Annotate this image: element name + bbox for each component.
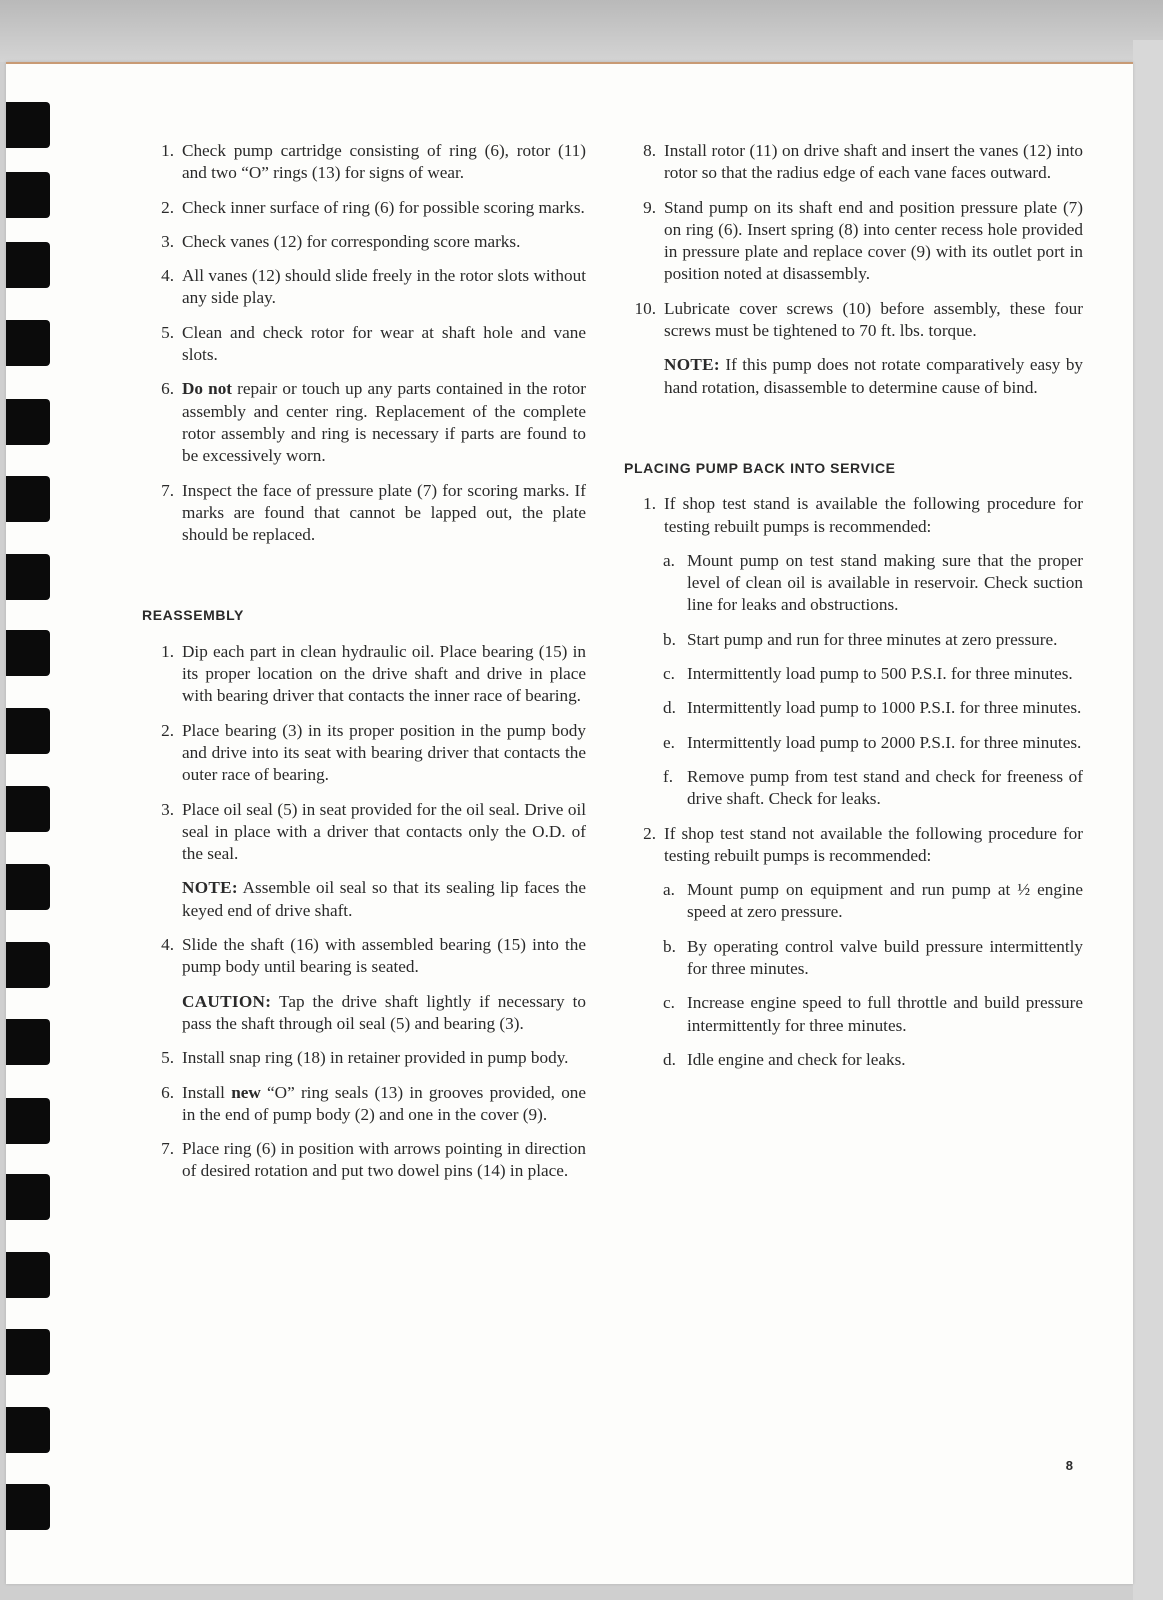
service-substep: f. Remove pump from test stand and check for freeness of drive shaft. Check for leaks. [663, 766, 1083, 809]
left-column [142, 140, 587, 1195]
binding-hole [6, 708, 50, 754]
reassembly-step: 3. Place oil seal (5) in seat provided for the oil seal. Drive oil seal in place with a driver that contacts only the O.D. of the seal. [161, 799, 586, 864]
inspection-step: 1. Check pump cartridge consisting of ring (6), rotor (11) and two “O” rings (13) for signs of wear. [161, 141, 586, 183]
service-substep: a. Mount pump on test stand making sure that the proper level of clean oil is available in reservoir. Check suction line for leaks and obstructions. [663, 550, 1083, 615]
inspection-step: 7. Inspect the face of pressure plate (7) for scoring marks. If marks are found that cannot be lapped out, the plate should be replaced. [161, 480, 586, 545]
inspection-step: 2. Check inner surface of ring (6) for possible scoring marks. [161, 197, 585, 217]
manual-page [6, 62, 1133, 1584]
note-oil-seal: NOTE: Assemble oil seal so that its sealing lip faces the keyed end of drive shaft. [182, 878, 586, 920]
reassembly-step-text: Install new “O” ring seals (13) in grooves provided, one in the end of pump body (2) and one in the cover (9). [182, 1082, 587, 1124]
binding-hole [6, 786, 50, 832]
reassembly-step: 8. Install rotor (11) on drive shaft and insert the vanes (12) into rotor so that the radius edge of each vane faces outward. [643, 141, 1083, 183]
binding-hole [6, 942, 50, 988]
inspection-step: 3. Check vanes (12) for corresponding score marks. [161, 231, 521, 251]
binding-hole [6, 554, 50, 600]
service-substep: c. Intermittently load pump to 500 P.S.I. for three minutes. [663, 664, 1073, 684]
page-number: 8 [1065, 1458, 1073, 1473]
binding-hole [6, 476, 50, 522]
emphasis-do-not: Do not [182, 379, 233, 399]
binding-hole [6, 1329, 50, 1375]
inspection-step-text: Do not repair or touch up any parts contained in the rotor assembly and center ring. Replacement of the complete rotor assembly and ring is necessary if parts are found to be excessively worn. [182, 379, 587, 466]
binding-hole [6, 399, 50, 445]
service-substep: d. Intermittently load pump to 1000 P.S.I. for three minutes. [663, 698, 1082, 718]
reassembly-step: 9. Stand pump on its shaft end and position pressure plate (7) on ring (6). Insert spring (8) into center recess hole provided in pressure plate and replace cover (9) with its outlet port in position noted at disassembly. [643, 197, 1083, 284]
scan-background-top [0, 0, 1163, 62]
service-substep: e. Intermittently load pump to 2000 P.S.I. for three minutes. [663, 732, 1082, 752]
reassembly-step: 4. Slide the shaft (16) with assembled bearing (15) into the pump body until bearing is seated. [161, 935, 586, 977]
inspection-step: 5. Clean and check rotor for wear at shaft hole and vane slots. [161, 322, 586, 365]
service-substep: b. By operating control valve build pressure intermittently for three minutes. [663, 936, 1083, 979]
service-substep: c. Increase engine speed to full throttle and build pressure intermittently for three minutes. [663, 993, 1083, 1035]
scan-background-right [1133, 40, 1163, 1600]
binding-hole [6, 864, 50, 910]
service-step: 2. If shop test stand not available the following procedure for testing rebuilt pumps is recommended: [643, 823, 1083, 865]
binding-hole [6, 1407, 50, 1453]
spiral-binding [6, 64, 56, 1584]
binding-hole [6, 1484, 50, 1530]
placing-pump-back-heading: PLACING PUMP BACK INTO SERVICE [624, 459, 896, 476]
reassembly-heading: REASSEMBLY [142, 607, 244, 624]
binding-hole [6, 102, 50, 148]
right-column [624, 140, 1084, 1083]
reassembly-step: 5. Install snap ring (18) in retainer provided in pump body. [161, 1048, 569, 1068]
inspection-step: 6. Do not repair or touch up any parts contained in the rotor assembly and center ring. Replacement of the complete rotor assembly and ring is necessary if parts are found to be excessively worn. [146, 378, 586, 467]
note-rotation: NOTE: If this pump does not rotate comparatively easy by hand rotation, disassemble to determine cause of bind. [664, 355, 1084, 397]
binding-hole [6, 1252, 50, 1298]
reassembly-step: 2. Place bearing (3) in its proper position in the pump body and drive into its seat with bearing driver that contacts the outer race of bearing. [161, 720, 586, 785]
service-step: 1. If shop test stand is available the following procedure for testing rebuilt pumps is recommended: [643, 494, 1083, 536]
reassembly-step: 6. Install new “O” ring seals (13) in grooves provided, one in the end of pump body (2) and one in the cover (9). [146, 1082, 586, 1127]
reassembly-step: 10. Lubricate cover screws (10) before assembly, these four screws must be tightened to 70 ft. lbs. torque. [634, 298, 1083, 341]
binding-hole [6, 1174, 50, 1220]
service-substep: d. Idle engine and check for leaks. [663, 1049, 906, 1069]
emphasis-new: new [231, 1082, 261, 1102]
binding-hole [6, 320, 50, 366]
binding-hole [6, 1019, 50, 1065]
reassembly-step: 7. Place ring (6) in position with arrows pointing in direction of desired rotation and put two dowel pins (14) in place. [161, 1139, 586, 1181]
binding-hole [6, 630, 50, 676]
binding-hole [6, 242, 50, 288]
caution-note: CAUTION: Tap the drive shaft lightly if necessary to pass the shaft through oil seal (5) and bearing (3). [182, 991, 586, 1033]
service-substep: b. Start pump and run for three minutes at zero pressure. [663, 629, 1058, 649]
binding-hole [6, 172, 50, 218]
service-substep: a. Mount pump on equipment and run pump at ½ engine speed at zero pressure. [663, 880, 1083, 922]
inspection-step: 4. All vanes (12) should slide freely in the rotor slots without any side play. [161, 266, 586, 308]
reassembly-step: 1. Dip each part in clean hydraulic oil. Place bearing (15) in its proper location on the drive shaft and drive in place with bearing driver that contacts the inner race of bearing. [161, 641, 586, 706]
binding-hole [6, 1098, 50, 1144]
